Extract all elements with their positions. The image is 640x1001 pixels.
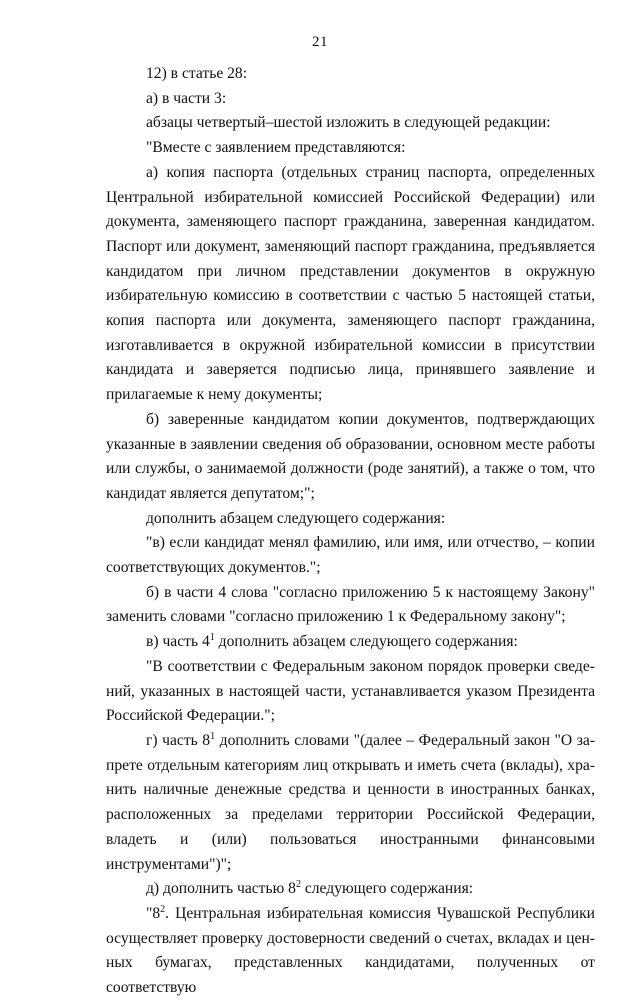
document-body xyxy=(106,62,595,1001)
paragraph-part-3: а) в части 3: xyxy=(146,89,227,107)
superscript: 1 xyxy=(210,730,216,742)
paragraph-add-abzats: дополнить абзацем следующего содержания: xyxy=(146,509,446,527)
paragraph-article-28: 12) в статье 28: xyxy=(146,65,248,82)
paragraph-vmeste-s-zayavleniem: "Вместе с заявлением представляются: xyxy=(146,139,406,157)
paragraph-abzats-4-6: абзацы четвертый–шестой изложить в следующей редакции: xyxy=(146,114,551,132)
paragraph-part-8-2-add xyxy=(106,877,595,902)
paragraph-presidential-decree: "В соответствии с Федеральным законом порядок проверки сведений, указанных в настоящей части, устанавливается указом Президента Российской Федерации."; xyxy=(106,657,595,725)
paragraph-part-8-2-text xyxy=(106,902,595,1001)
paragraph-part-4-replace: б) в части 4 слова "согласно приложению 5 к настоящему Закону" заменить словами "согласно приложению 1 к Федеральному закону"; xyxy=(106,583,595,626)
text-segment: д) дополнить частью 8 xyxy=(146,880,296,898)
page-number: 21 xyxy=(312,34,328,50)
text-segment: следующего содержания: xyxy=(300,880,474,898)
paragraph-part-4-1 xyxy=(106,630,595,655)
text-segment: "8 xyxy=(146,904,161,922)
text-segment: г) часть 8 xyxy=(146,731,211,749)
superscript: 2 xyxy=(160,903,166,915)
paragraph-item-a-passport: а) копия паспорта (отдельных страниц паспорта, определенных Центральной избирательной комиссией Российской Федерации) или документа, заменяющего паспорт гражданина, заверенная кандидатом. Паспорт или документ, заменяющий паспорт гражданина, предъявляется кандидатом при личном представлении документов в окружную избирательную комиссию в соответствии с частью 5 настоящей статьи, копия паспорта или документа, заменяющего паспорт гражданина, изготавливается в окружной избирательной комиссии в присутствии кандидата и заверяется подписью лица, принявшего заявление и прилагаемые к нему документы; xyxy=(106,163,595,404)
paragraph-part-8-1 xyxy=(106,729,595,877)
text-segment: дополнить абзацем следующего содержания: xyxy=(214,633,518,651)
paragraph-item-v-name-change: "в) если кандидат менял фамилию, или имя, или отчество, – копии соответствующих документов."; xyxy=(106,534,595,577)
superscript: 1 xyxy=(209,632,215,644)
superscript: 2 xyxy=(295,879,301,891)
text-segment: в) часть 4 xyxy=(146,633,210,651)
text-segment: дополнить словами "(далее – Федеральный закон "О запрете отдельным категориям лиц открывать и иметь счета (вклады), хранить наличные денежные средства и ценности в иностранных банках, расположенных за пределами территории Российской Федерации, владеть и (или) пользоваться иностранными финансовыми инструментами")"; xyxy=(106,731,595,873)
paragraph-item-b-documents: б) заверенные кандидатом копии документов, подтверждающих указанные в заявлении сведения об образовании, основном месте работы или службы, о занимаемой должности (роде занятий), а также о том, что кандидат является депутатом;"; xyxy=(106,410,595,502)
text-segment: . Центральная избирательная комиссия Чувашской Республики осуществляет проверку достоверности сведений о счетах, вкладах и ценных бумагах, представленных кандидатами, полученных от соответствую xyxy=(106,904,595,997)
